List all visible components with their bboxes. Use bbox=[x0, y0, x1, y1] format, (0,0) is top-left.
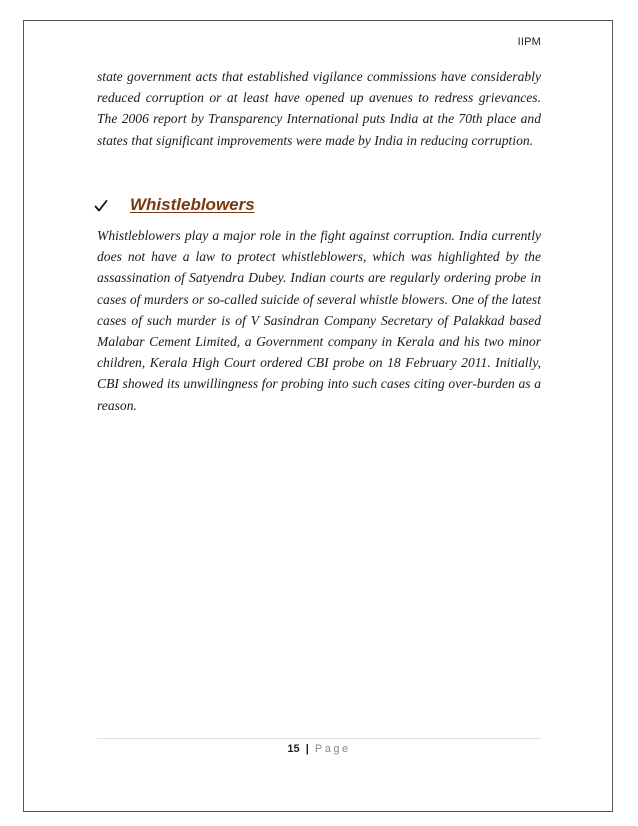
section-heading bbox=[94, 192, 255, 218]
page-word: Page bbox=[314, 743, 351, 755]
header-label: IIPM bbox=[517, 36, 541, 48]
page-number: 15 bbox=[287, 743, 300, 755]
paragraph-continuation: state government acts that established vigilance commissions have considerably reduced corruption or at least have opened up avenues to redress grievances. The 2006 report by Transparency International puts India at the 70th place and states that significant improvements were made by India in reducing corruption. bbox=[97, 69, 541, 148]
section-title: Whistleblowers bbox=[130, 195, 255, 214]
footer-divider bbox=[97, 738, 541, 739]
paragraph-whistleblowers: Whistleblowers play a major role in the fight against corruption. India currently does not have a law to protect whistleblowers, which was highlighted by the assassination of Satyendra Dubey. Indian courts are regularly ordering probe in cases of murders or so-called suicide of several whistle blowers. One of the latest cases of such murder is of V Sasindran Company Secretary of Palakkad based Malabar Cement Limited, a Government company in Kerala and his two minor children, Kerala High Court ordered CBI probe on 18 February 2011. Initially, CBI showed its unwillingness for probing into such cases citing over-burden as a reason. bbox=[97, 228, 541, 413]
page-footer bbox=[0, 743, 638, 755]
checkmark-icon bbox=[94, 198, 108, 212]
page-separator: | bbox=[305, 743, 309, 755]
